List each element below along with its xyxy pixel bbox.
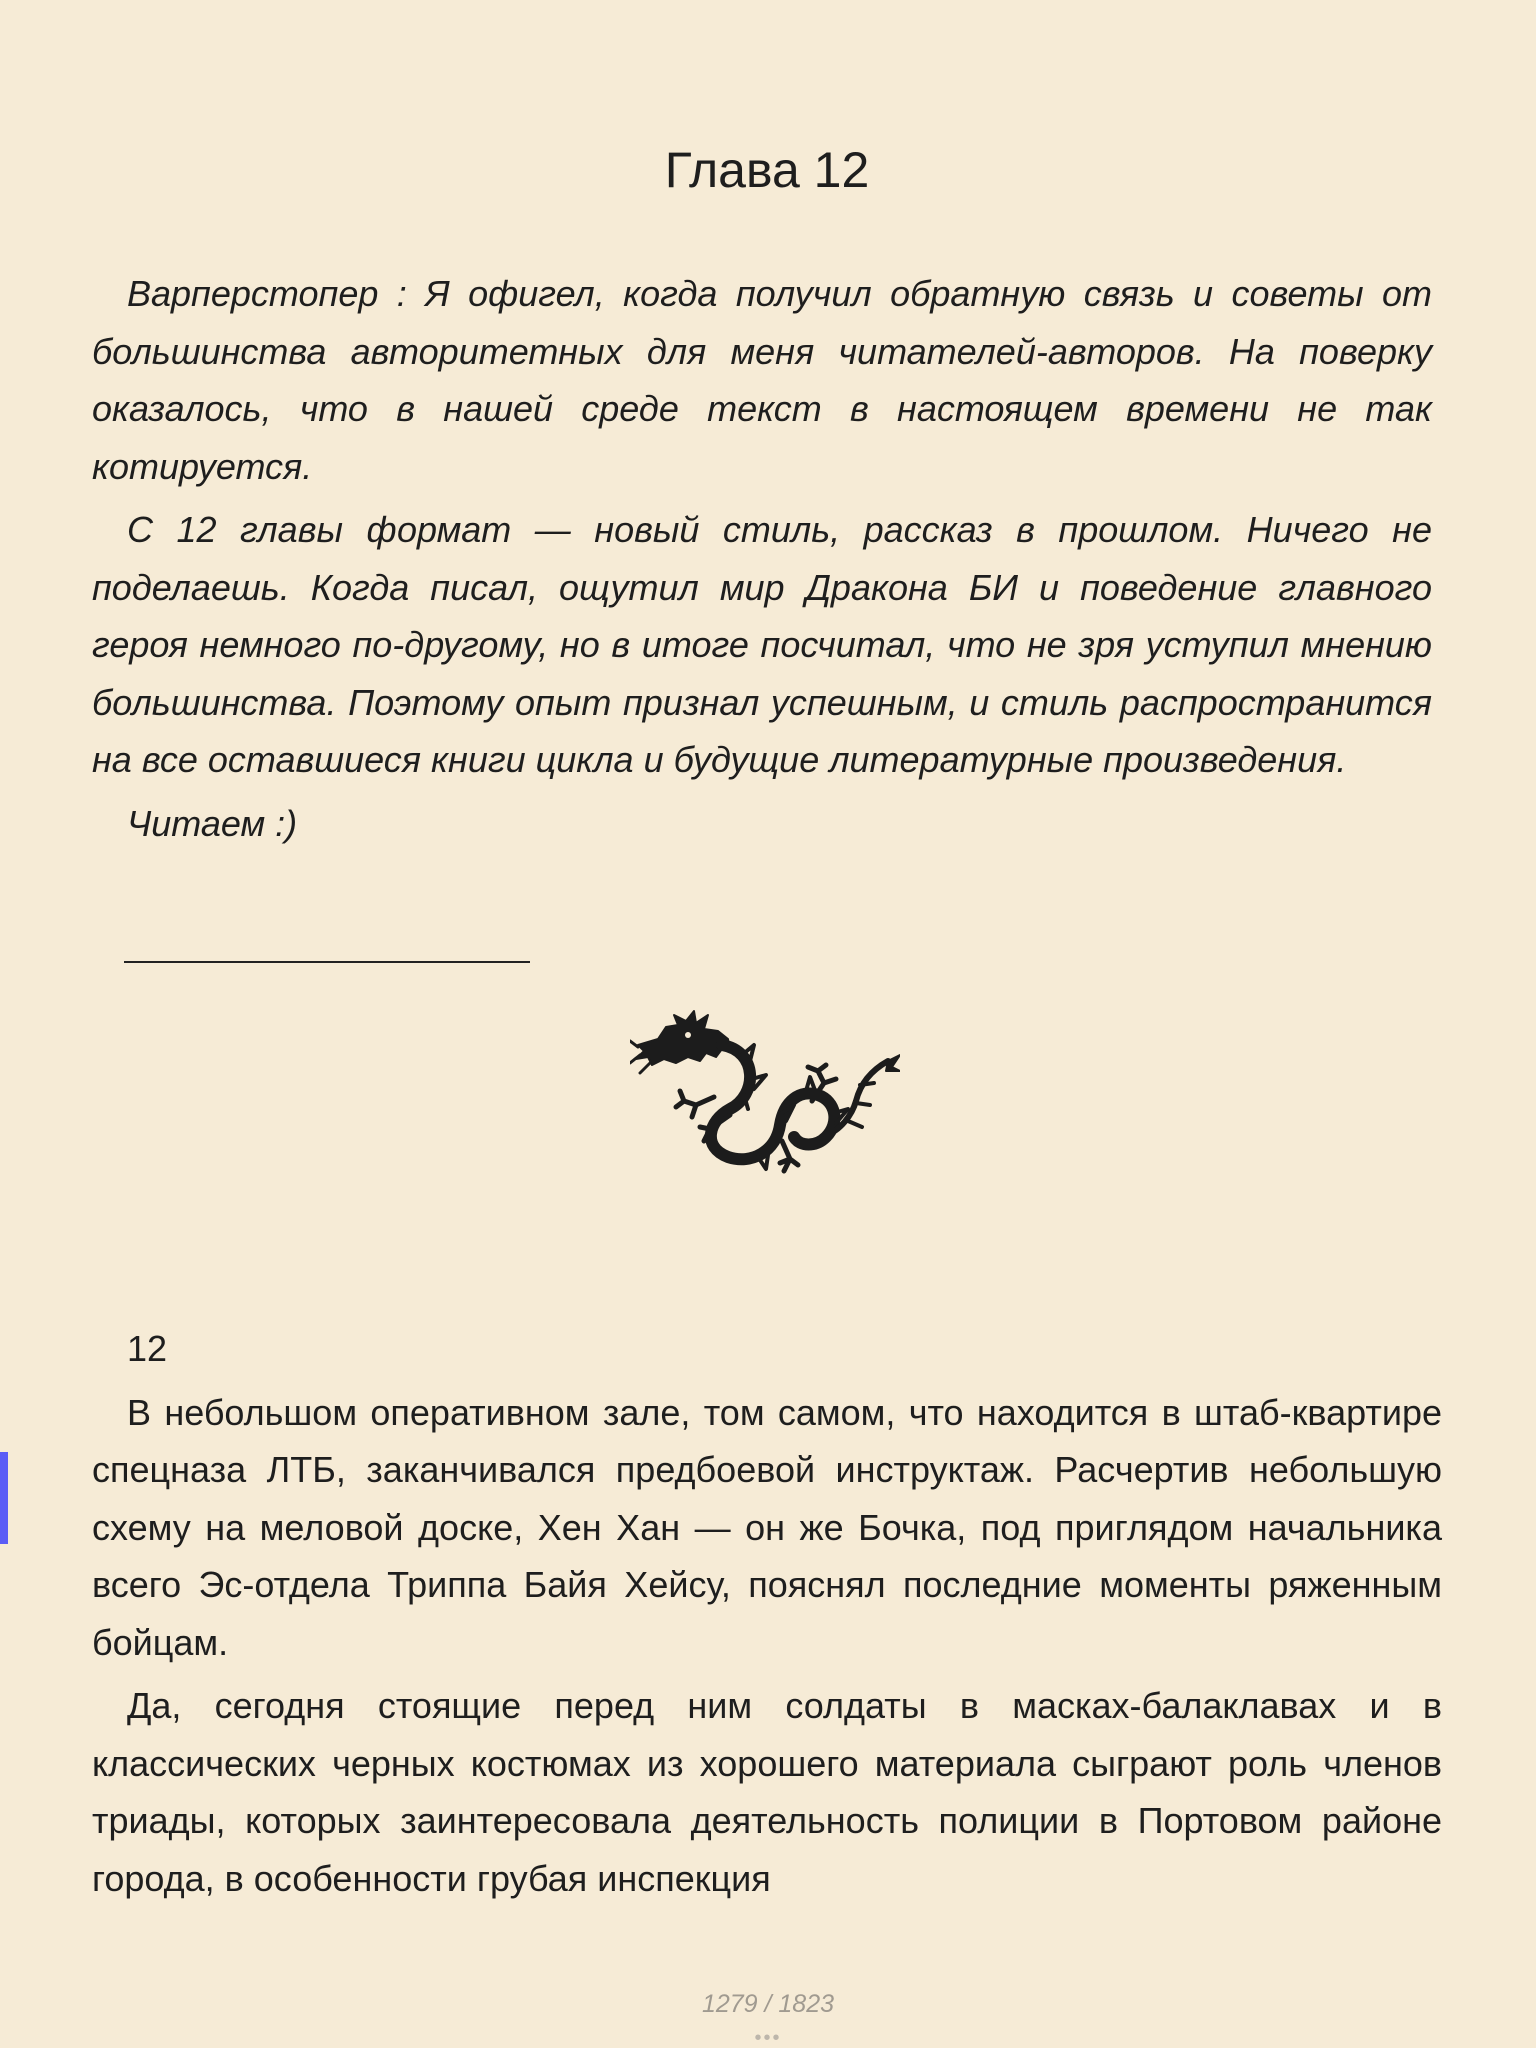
reading-position-marker[interactable]: [0, 1452, 8, 1544]
chapter-title: Глава 12: [664, 142, 870, 198]
chapter-body: [92, 1320, 1442, 1913]
book-page: [92, 0, 1442, 2048]
author-note-paragraph: С 12 главы формат — новый стиль, рассказ в прошлом. Ничего не поделаешь. Когда писал, ощутил мир Дракона БИ и поведение главного героя немного по-другому, но в итоге посчитал, что не зря уступил мнению большинства. Поэтому опыт признал успешным, и стиль распространится на все оставшиеся книги цикла и будущие литературные произведения.: [92, 509, 1432, 780]
body-paragraph: Да, сегодня стоящие перед ним солдаты в масках-балаклавах и в классических черных костюмах из хорошего материала сыграют роль членов триады, которых заинтересовала деятельность полиции в Портовом районе города, в особенности грубая инспекция: [92, 1685, 1442, 1899]
more-dots-icon[interactable]: •••: [754, 2027, 782, 2048]
page-indicator: 1279 / 1823: [701, 1990, 835, 2018]
body-paragraph: В небольшом оперативном зале, том самом, что находится в штаб-квартире спецназа ЛТБ, заканчивался предбоевой инструктаж. Расчертив небольшую схему на меловой доске, Хен Хан — он же Бочка, под приглядом начальника всего Эс-отдела Триппа Байя Хейсу, пояснял последние моменты ряженным бойцам.: [92, 1391, 1442, 1663]
section-number: 12: [127, 1328, 168, 1369]
author-note: [92, 265, 1432, 858]
author-note-paragraph: Читаем :): [127, 802, 298, 844]
divider-line: [124, 961, 530, 963]
author-note-paragraph: Варперстопер : Я офигел, когда получил обратную связь и советы от большинства авторитетных для меня читателей-авторов. На поверку оказалось, что в нашей среде текст в настоящем времени не так котируется.: [92, 273, 1432, 487]
dragon-icon: [630, 1005, 900, 1175]
